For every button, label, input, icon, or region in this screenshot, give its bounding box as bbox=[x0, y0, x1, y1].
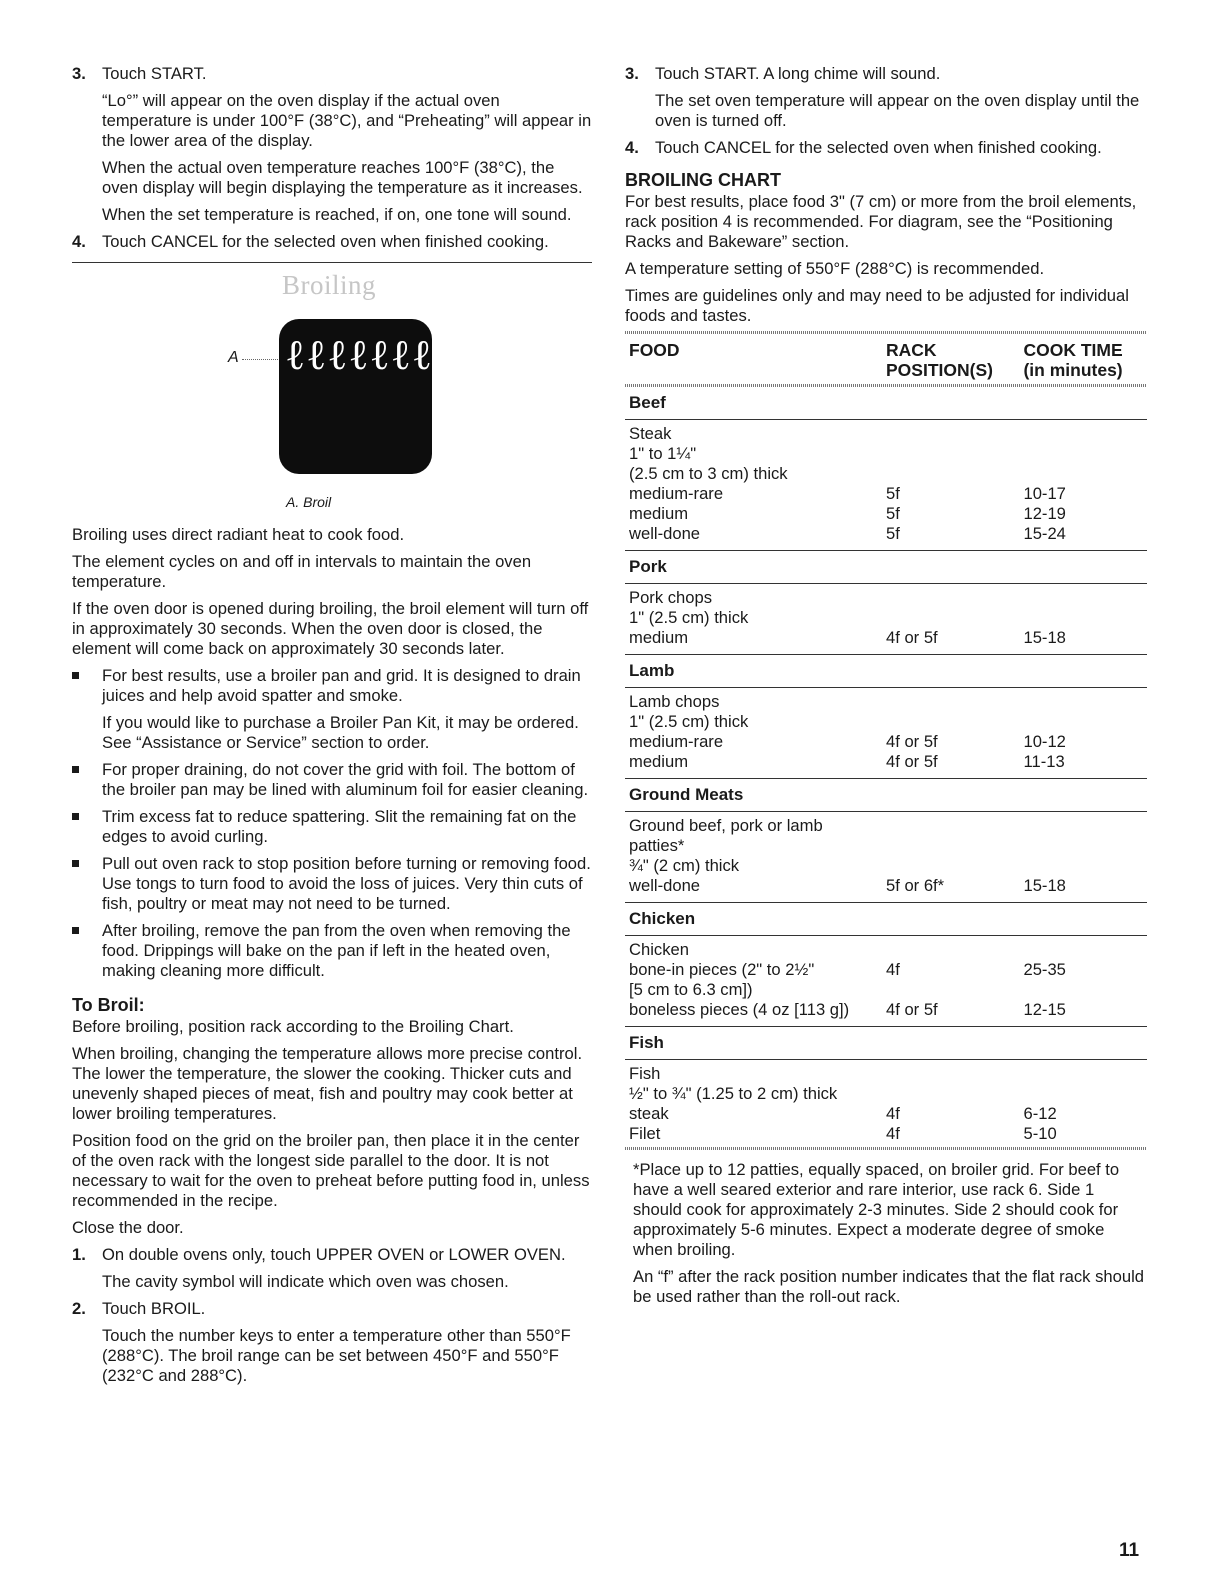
to-broil-paragraph-4: Close the door. bbox=[72, 1218, 184, 1237]
bullet-square-icon bbox=[72, 927, 79, 934]
cell-line: 5f bbox=[886, 484, 900, 503]
header-time-line2: (in minutes) bbox=[1023, 360, 1123, 380]
to-broil-step-2 bbox=[72, 1299, 592, 1319]
table-row bbox=[625, 584, 1147, 655]
cell-line bbox=[1023, 816, 1143, 836]
food-cell bbox=[629, 588, 886, 648]
cell-line: 15-24 bbox=[1023, 524, 1066, 543]
cell-line: 4f or 5f bbox=[886, 628, 938, 647]
cell-line bbox=[1023, 588, 1143, 608]
rack-cell bbox=[886, 424, 1023, 544]
cell-line bbox=[1023, 608, 1143, 628]
broil-figure bbox=[72, 263, 592, 525]
step-number: 2. bbox=[72, 1299, 86, 1318]
rack-cell bbox=[886, 588, 1023, 648]
cell-line bbox=[886, 856, 1023, 876]
cell-line: 4f bbox=[886, 960, 900, 979]
right-column bbox=[625, 64, 1147, 1314]
cell-line: [5 cm to 6.3 cm]) bbox=[629, 980, 753, 999]
cell-line bbox=[1023, 856, 1143, 876]
cell-line: 11-13 bbox=[1023, 752, 1065, 771]
cell-line: 4f or 5f bbox=[886, 752, 938, 771]
to-broil-paragraph-2: When broiling, changing the temperature allows more precise control. The lower the temperature, the slower the cooking. Thicker cuts and unevenly shaped pieces of meat, fish and poultry may cook better at lower broiling temperatures. bbox=[72, 1044, 583, 1123]
step-3 bbox=[625, 64, 1147, 84]
step-number: 4. bbox=[72, 232, 86, 251]
table-row bbox=[625, 936, 1147, 1027]
bullet-item bbox=[72, 807, 592, 847]
time-cell bbox=[1023, 692, 1143, 772]
rack-cell bbox=[886, 1064, 1023, 1144]
cell-line: Fish bbox=[629, 1064, 661, 1083]
footnote-text: *Place up to 12 patties, equally spaced, on broiler grid. For beef to have a well seared exterior and rare interior, use rack 6. Side 1 should cook for approximately 2-3 minutes. Side 2 should cook for approximately 5-6 minutes. Expect a moderate degree of smoke when broiling. bbox=[633, 1160, 1120, 1259]
cell-line: well-done bbox=[629, 524, 701, 543]
cell-line bbox=[886, 444, 1023, 464]
food-cell bbox=[629, 816, 886, 896]
bullet-square-icon bbox=[72, 672, 79, 679]
intro-paragraph-3: If the oven door is opened during broiling, the broil element will turn off in approximately 30 seconds. When the oven door is closed, the element will come back on approximately 30 seconds later. bbox=[72, 599, 589, 658]
step-3-detail-2: When the actual oven temperature reaches 100°F (38°C), the oven display will begin displaying the temperature as it increases. bbox=[102, 158, 583, 197]
cell-line bbox=[886, 712, 1023, 732]
cell-line: medium bbox=[629, 504, 689, 523]
cell-line: well-done bbox=[629, 876, 701, 895]
bullet-square-icon bbox=[72, 766, 79, 773]
time-cell bbox=[1023, 588, 1143, 648]
cell-line bbox=[1023, 940, 1143, 960]
bullet-text: Trim excess fat to reduce spattering. Slit the remaining fat on the edges to avoid curling. bbox=[102, 807, 577, 846]
table-row bbox=[625, 812, 1147, 903]
cell-line bbox=[1023, 464, 1143, 484]
cell-line: Chicken bbox=[629, 940, 689, 959]
food-cell bbox=[629, 424, 886, 544]
to-broil-paragraph-3: Position food on the grid on the broiler pan, then place it in the center of the oven rack with the longest side parallel to the door. It is not necessary to wait for the oven to preheat before putting food in, unless recommended in the recipe. bbox=[72, 1131, 590, 1210]
step-3-detail-1: “Lo°” will appear on the oven display if the actual oven temperature is under 100°F (38°C), and “Preheating” will appear in the lower area of the display. bbox=[102, 91, 592, 150]
cell-line: medium-rare bbox=[629, 484, 724, 503]
bullet-subtext: If you would like to purchase a Broiler Pan Kit, it may be ordered. See “Assistance or Service” section to order. bbox=[102, 713, 579, 752]
step-text: On double ovens only, touch UPPER OVEN or LOWER OVEN. bbox=[102, 1245, 566, 1264]
cell-line: 10-17 bbox=[1023, 484, 1066, 503]
cell-line bbox=[886, 816, 1023, 836]
cell-line: Filet bbox=[629, 1124, 661, 1143]
step-detail: Touch the number keys to enter a temperature other than 550°F (288°C). The broil range can be set between 450°F and 550°F (232°C and 288°C). bbox=[102, 1326, 571, 1385]
cell-line: 25-35 bbox=[1023, 960, 1066, 979]
cell-line bbox=[1023, 712, 1143, 732]
rack-cell bbox=[886, 940, 1023, 1020]
header-cook-time bbox=[1023, 340, 1143, 380]
cell-line bbox=[1023, 692, 1143, 712]
cell-line: 12-19 bbox=[1023, 504, 1066, 523]
chart-paragraph-3: Times are guidelines only and may need to be adjusted for individual foods and tastes. bbox=[625, 286, 1129, 325]
to-broil-step-1 bbox=[72, 1245, 592, 1265]
cell-line bbox=[886, 836, 1023, 856]
cell-line bbox=[1023, 1064, 1143, 1084]
cell-line: patties* bbox=[629, 836, 685, 855]
table-category: Fish bbox=[625, 1027, 1147, 1060]
cell-line bbox=[1023, 1084, 1143, 1104]
cell-line bbox=[1023, 444, 1143, 464]
figure-marker: A bbox=[228, 349, 239, 366]
food-cell bbox=[629, 1064, 886, 1144]
cell-line: Lamb chops bbox=[629, 692, 720, 711]
table-category: Ground Meats bbox=[625, 779, 1147, 812]
time-cell bbox=[1023, 816, 1143, 896]
cell-line: 15-18 bbox=[1023, 628, 1066, 647]
cell-line: medium bbox=[629, 752, 689, 771]
cell-line: steak bbox=[629, 1104, 669, 1123]
step-number: 1. bbox=[72, 1245, 86, 1264]
oven-broil-icon bbox=[279, 319, 454, 474]
bullet-item bbox=[72, 666, 592, 706]
rack-cell bbox=[886, 692, 1023, 772]
cell-line bbox=[886, 692, 1023, 712]
cell-line: ¾" (2 cm) thick bbox=[629, 856, 740, 875]
step-text: Touch START. A long chime will sound. bbox=[655, 64, 941, 83]
time-cell bbox=[1023, 424, 1143, 544]
cell-line: boneless pieces (4 oz [113 g]) bbox=[629, 1000, 850, 1019]
cell-line: 5f bbox=[886, 524, 900, 543]
rack-cell bbox=[886, 816, 1023, 896]
bullet-item bbox=[72, 760, 592, 800]
food-cell bbox=[629, 940, 886, 1020]
cell-line: 12-15 bbox=[1023, 1000, 1066, 1019]
cell-line: Pork chops bbox=[629, 588, 713, 607]
table-category: Lamb bbox=[625, 655, 1147, 688]
to-broil-paragraph-1: Before broiling, position rack according to the Broiling Chart. bbox=[72, 1017, 514, 1036]
table-category: Pork bbox=[625, 551, 1147, 584]
cell-line bbox=[886, 608, 1023, 628]
broiling-chart-heading: BROILING CHART bbox=[625, 170, 781, 190]
header-rack-line1: RACK bbox=[886, 340, 937, 360]
chart-paragraph-2: A temperature setting of 550°F (288°C) is recommended. bbox=[625, 259, 1045, 278]
cell-line: 1" to 1¼" bbox=[629, 444, 697, 463]
bullet-text: After broiling, remove the pan from the oven when removing the food. Drippings will bake on the pan if left in the heated oven, making cleaning more difficult. bbox=[102, 921, 571, 980]
bullet-square-icon bbox=[72, 813, 79, 820]
cell-line bbox=[886, 1084, 1023, 1104]
bullet-square-icon bbox=[72, 860, 79, 867]
cell-line bbox=[886, 940, 1023, 960]
table-row bbox=[625, 420, 1147, 551]
step-detail: The cavity symbol will indicate which oven was chosen. bbox=[102, 1272, 509, 1291]
header-time-line1: COOK TIME bbox=[1023, 340, 1123, 360]
step-text: Touch BROIL. bbox=[102, 1299, 206, 1318]
step-text: Touch CANCEL for the selected oven when finished cooking. bbox=[655, 138, 1102, 157]
cell-line: 4f or 5f bbox=[886, 732, 938, 751]
time-cell bbox=[1023, 1064, 1143, 1144]
intro-paragraph-1: Broiling uses direct radiant heat to cook food. bbox=[72, 525, 405, 544]
cell-line: 4f bbox=[886, 1124, 900, 1143]
table-bottom-border bbox=[625, 1147, 1147, 1150]
table-row bbox=[625, 688, 1147, 779]
cell-line bbox=[886, 424, 1023, 444]
cell-line: medium-rare bbox=[629, 732, 724, 751]
flat-rack-note: An “f” after the rack position number indicates that the flat rack should be used rather than the roll-out rack. bbox=[633, 1267, 1144, 1306]
left-column bbox=[72, 64, 592, 1393]
cell-line: 1" (2.5 cm) thick bbox=[629, 608, 749, 627]
broiling-chart-table bbox=[625, 331, 1147, 1150]
cell-line bbox=[886, 980, 1023, 1000]
cell-line: 10-12 bbox=[1023, 732, 1066, 751]
cell-line: Steak bbox=[629, 424, 672, 443]
cell-line bbox=[886, 588, 1023, 608]
to-broil-heading: To Broil: bbox=[72, 995, 145, 1015]
step-text: Touch CANCEL for the selected oven when finished cooking. bbox=[102, 232, 549, 251]
cell-line: 6-12 bbox=[1023, 1104, 1057, 1123]
figure-title: Broiling bbox=[282, 270, 377, 300]
food-cell bbox=[629, 692, 886, 772]
cell-line: ½" to ¾" (1.25 to 2 cm) thick bbox=[629, 1084, 838, 1103]
chart-paragraph-1: For best results, place food 3" (7 cm) or more from the broil elements, rack position 4 is recommended. For diagram, see the “Positioning Racks and Bakeware” section. bbox=[625, 192, 1137, 251]
footnote bbox=[625, 1160, 1147, 1260]
bullet-text: Pull out oven rack to stop position before turning or removing food. Use tongs to turn food to avoid the loss of juices. Very thin cuts of fish, poultry or meat may not need to be turned. bbox=[102, 854, 591, 913]
table-category: Beef bbox=[625, 387, 1147, 420]
table-body bbox=[625, 387, 1147, 1147]
cell-line: 5-10 bbox=[1023, 1124, 1057, 1143]
table-row bbox=[625, 1060, 1147, 1147]
cell-line: 15-18 bbox=[1023, 876, 1066, 895]
cell-line: bone-in pieces (2" to 2½" bbox=[629, 960, 815, 979]
cell-line: 1" (2.5 cm) thick bbox=[629, 712, 749, 731]
step-number: 3. bbox=[72, 64, 86, 83]
page-number: 11 bbox=[1119, 1540, 1140, 1561]
step-4 bbox=[625, 138, 1147, 158]
header-rack bbox=[886, 340, 1023, 380]
cell-line: 5f bbox=[886, 504, 900, 523]
cell-line: medium bbox=[629, 628, 689, 647]
step-number: 3. bbox=[625, 64, 639, 83]
cell-line bbox=[1023, 424, 1143, 444]
step-number: 4. bbox=[625, 138, 639, 157]
cell-line bbox=[1023, 980, 1143, 1000]
cell-line bbox=[886, 464, 1023, 484]
header-rack-line2: POSITION(S) bbox=[886, 360, 993, 380]
step-detail: The set oven temperature will appear on the oven display until the oven is turned off. bbox=[655, 91, 1140, 130]
table-header bbox=[625, 334, 1147, 384]
time-cell bbox=[1023, 940, 1143, 1020]
step-text: Touch START. bbox=[102, 64, 207, 83]
cell-line: (2.5 cm to 3 cm) thick bbox=[629, 464, 788, 483]
cell-line bbox=[886, 1064, 1023, 1084]
cell-line: 4f or 5f bbox=[886, 1000, 938, 1019]
cell-line: 4f bbox=[886, 1104, 900, 1123]
intro-paragraph-2: The element cycles on and off in intervals to maintain the oven temperature. bbox=[72, 552, 532, 591]
cell-line: Ground beef, pork or lamb bbox=[629, 816, 823, 835]
bullet-text: For proper draining, do not cover the grid with foil. The bottom of the broiler pan may be lined with aluminum foil for easier cleaning. bbox=[102, 760, 589, 799]
cell-line: 5f or 6f* bbox=[886, 876, 945, 895]
bullet-item bbox=[72, 854, 592, 914]
cell-line bbox=[1023, 836, 1143, 856]
table-category: Chicken bbox=[625, 903, 1147, 936]
step-3 bbox=[72, 64, 592, 84]
step-4 bbox=[72, 232, 592, 252]
header-food: FOOD bbox=[629, 340, 680, 360]
figure-caption: A. Broil bbox=[286, 494, 332, 510]
bullet-text: For best results, use a broiler pan and grid. It is designed to drain juices and help avoid spatter and smoke. bbox=[102, 666, 581, 705]
broil-element-icon: ℓℓℓℓℓℓℓℓ bbox=[285, 333, 454, 379]
bullet-item bbox=[72, 921, 592, 981]
step-3-detail-3: When the set temperature is reached, if on, one tone will sound. bbox=[102, 205, 572, 224]
